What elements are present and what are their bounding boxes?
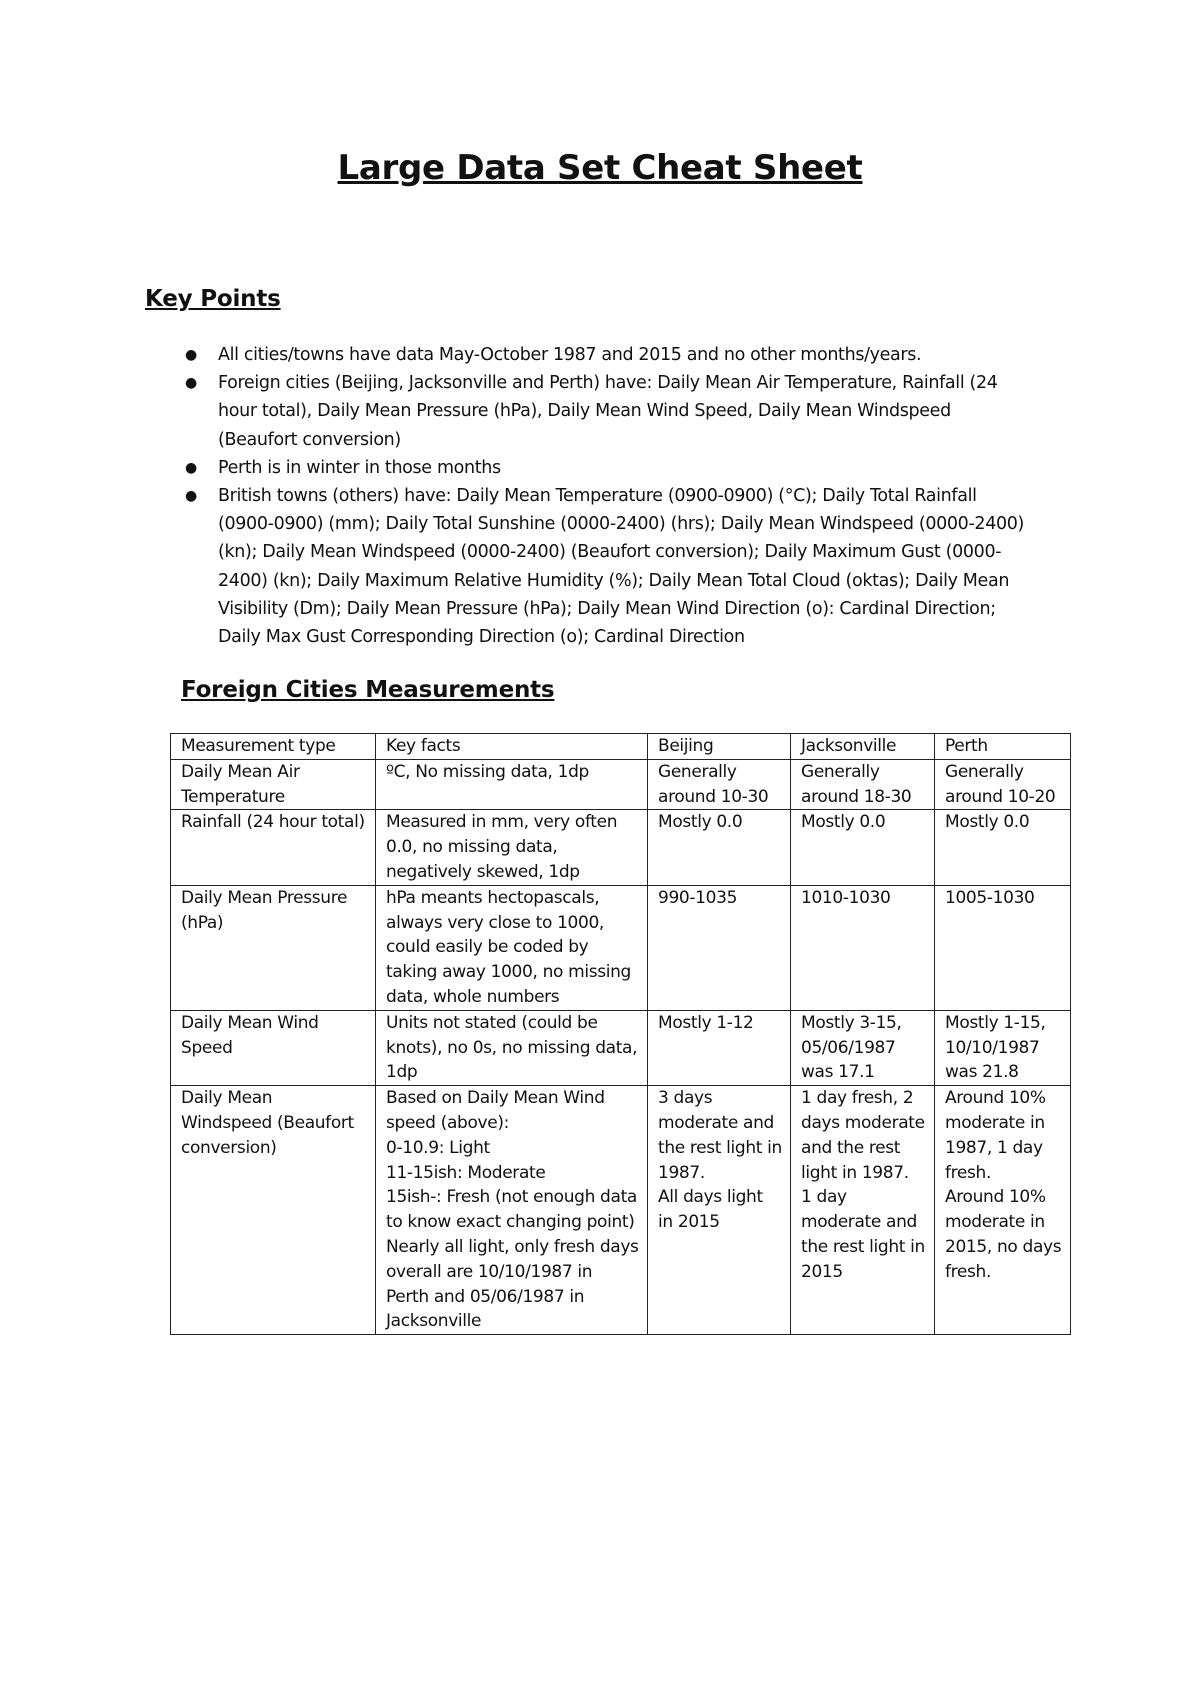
table-cell: hPa meants hectopascals, always very close to 1000, could easily be coded by taking away 1000, no missing data, whole numbers xyxy=(376,885,648,1010)
table-cell: Mostly 3-15, 05/06/1987 was 17.1 xyxy=(791,1010,935,1085)
table-cell: Based on Daily Mean Wind speed (above): 0-10.9: Light 11-15ish: Moderate 15ish-: Fresh (not enough data to know exact changing point) Nearly all light, only fresh days overall are 10/10/1987 in Perth and 05/06/1987 in Jacksonville xyxy=(376,1086,648,1335)
header-beijing: Beijing xyxy=(648,734,791,760)
list-item xyxy=(185,341,1035,369)
key-points-heading: Key Points xyxy=(145,286,281,312)
table-cell: Generally around 10-20 xyxy=(935,759,1071,810)
bullet-dot-icon: ● xyxy=(185,459,197,476)
header-measurement-type: Measurement type xyxy=(171,734,376,760)
measurements-table xyxy=(170,733,1071,1335)
header-jacksonville: Jacksonville xyxy=(791,734,935,760)
table-cell: Mostly 1-12 xyxy=(648,1010,791,1085)
list-item xyxy=(185,482,1035,651)
bullet-dot-icon: ● xyxy=(185,375,197,392)
table-cell: Mostly 0.0 xyxy=(791,810,935,885)
header-key-facts: Key facts xyxy=(376,734,648,760)
list-item-text: All cities/towns have data May-October 1987 and 2015 and no other months/years. xyxy=(218,345,922,365)
table-cell: Mostly 0.0 xyxy=(935,810,1071,885)
table-row xyxy=(171,1086,1071,1335)
table-cell: 1010-1030 xyxy=(791,885,935,1010)
table-cell: 1005-1030 xyxy=(935,885,1071,1010)
list-item xyxy=(185,369,1035,454)
table-cell: Daily Mean Wind Speed xyxy=(171,1010,376,1085)
list-item xyxy=(185,454,1035,482)
table-cell: Units not stated (could be knots), no 0s, no missing data, 1dp xyxy=(376,1010,648,1085)
table-cell: Rainfall (24 hour total) xyxy=(171,810,376,885)
table-row xyxy=(171,1010,1071,1085)
table-cell: Around 10% moderate in 1987, 1 day fresh. Around 10% moderate in 2015, no days fresh. xyxy=(935,1086,1071,1335)
table-row xyxy=(171,759,1071,810)
table-row xyxy=(171,885,1071,1010)
document-title: Large Data Set Cheat Sheet xyxy=(337,148,863,188)
table-header-row xyxy=(171,734,1071,760)
list-item-text: Perth is in winter in those months xyxy=(218,457,501,478)
table-cell: Daily Mean Windspeed (Beaufort conversion) xyxy=(171,1086,376,1335)
table-cell: Daily Mean Air Temperature xyxy=(171,759,376,810)
bullet-dot-icon: ● xyxy=(185,488,197,505)
header-perth: Perth xyxy=(935,734,1071,760)
table-cell: 1 day fresh, 2 days moderate and the rest light in 1987. 1 day moderate and the rest light in 2015 xyxy=(791,1086,935,1335)
table-cell: Mostly 1-15, 10/10/1987 was 21.8 xyxy=(935,1010,1071,1085)
table-cell: Mostly 0.0 xyxy=(648,810,791,885)
table-cell: Generally around 10-30 xyxy=(648,759,791,810)
table-row xyxy=(171,810,1071,885)
table-cell: Daily Mean Pressure (hPa) xyxy=(171,885,376,1010)
bullet-dot-icon: ● xyxy=(185,347,197,363)
table-cell: 990-1035 xyxy=(648,885,791,1010)
table-cell: Generally around 18-30 xyxy=(791,759,935,810)
table-cell: Measured in mm, very often 0.0, no missing data, negatively skewed, 1dp xyxy=(376,810,648,885)
foreign-cities-heading: Foreign Cities Measurements xyxy=(181,677,555,703)
key-points-list xyxy=(185,341,1035,651)
list-item-text: Foreign cities (Beijing, Jacksonville and Perth) have: Daily Mean Air Temperature, Rainfall (24 hour total), Daily Mean Pressure (hPa), Daily Mean Wind Speed, Daily Mean Windspeed (Beaufort conversion) xyxy=(218,373,998,450)
table-cell: 3 days moderate and the rest light in 1987. All days light in 2015 xyxy=(648,1086,791,1335)
list-item-text: British towns (others) have: Daily Mean Temperature (0900-0900) (°C); Daily Total Rainfall (0900-0900) (mm); Daily Total Sunshine (0000-2400) (hrs); Daily Mean Windspeed (0000-2400) (kn); Daily Mean Windspeed (0000-2400) (Beaufort conversion); Daily Maximum Gust (0000-2400) (kn); Daily Maximum Relative Humidity (%); Daily Mean Total Cloud (oktas); Daily Mean Visibility (Dm); Daily Mean Pressure (hPa); Daily Mean Wind Direction (o): Cardinal Direction; Daily Max Gust Corresponding Direction (o); Cardinal Direction xyxy=(218,486,1025,648)
table-cell: ºC, No missing data, 1dp xyxy=(376,759,648,810)
